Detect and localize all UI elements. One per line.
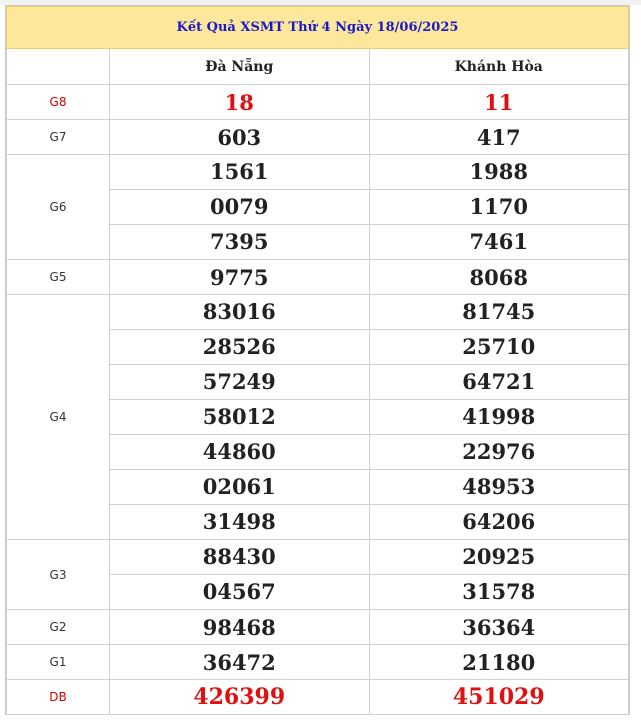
results-body	[7, 85, 629, 715]
prize-row-g6	[7, 155, 629, 260]
prize-number: 81745	[370, 295, 629, 330]
prize-row-g8	[7, 85, 629, 120]
prize-numbers-da-nang: 18	[110, 85, 370, 120]
prize-numbers-khanh-hoa	[369, 295, 629, 540]
prize-row-g1	[7, 645, 629, 680]
prize-number: 20925	[370, 540, 629, 575]
prize-numbers-khanh-hoa: 36364	[369, 610, 629, 645]
title-row	[7, 7, 629, 49]
prize-label: G2	[7, 610, 110, 645]
prize-number: 1170	[370, 190, 629, 225]
prize-numbers-da-nang: 603	[110, 120, 370, 155]
prize-row-g3	[7, 540, 629, 610]
prize-number: 22976	[370, 435, 629, 470]
prize-number: 02061	[110, 470, 369, 505]
prize-number: 7395	[210, 229, 269, 254]
prize-numbers-da-nang	[110, 155, 370, 260]
prize-row-g7	[7, 120, 629, 155]
lottery-results-table	[6, 6, 629, 715]
prize-number: 64206	[462, 509, 536, 534]
prize-label: G4	[7, 295, 110, 540]
prize-label: G8	[7, 85, 110, 120]
prize-number: 04567	[202, 579, 276, 604]
header-row	[7, 49, 629, 85]
prize-label: G6	[7, 155, 110, 260]
prize-number: 1561	[110, 155, 369, 190]
prize-number: 31498	[202, 509, 276, 534]
column-header-da-nang: Đà Nẵng	[110, 49, 370, 85]
prize-numbers-da-nang	[110, 540, 370, 610]
prize-numbers-khanh-hoa	[369, 155, 629, 260]
prize-numbers-da-nang: 9775	[110, 260, 370, 295]
prize-number: 0079	[110, 190, 369, 225]
prize-row-g4	[7, 295, 629, 540]
prize-label: G3	[7, 540, 110, 610]
prize-numbers-khanh-hoa	[369, 540, 629, 610]
prize-numbers-khanh-hoa: 8068	[369, 260, 629, 295]
prize-label: G1	[7, 645, 110, 680]
prize-label: G7	[7, 120, 110, 155]
prize-number: 48953	[370, 470, 629, 505]
prize-numbers-da-nang: 98468	[110, 610, 370, 645]
results-table-frame	[5, 5, 630, 715]
prize-numbers-khanh-hoa: 21180	[369, 645, 629, 680]
prize-number: 7461	[469, 229, 528, 254]
header-empty-cell	[7, 49, 110, 85]
prize-number: 31578	[462, 579, 536, 604]
column-header-khanh-hoa: Khánh Hòa	[369, 49, 629, 85]
prize-number: 57249	[110, 365, 369, 400]
prize-label: DB	[7, 680, 110, 715]
prize-numbers-da-nang	[110, 295, 370, 540]
prize-row-g5	[7, 260, 629, 295]
prize-number: 1988	[370, 155, 629, 190]
prize-number: 25710	[370, 330, 629, 365]
prize-numbers-khanh-hoa: 11	[369, 85, 629, 120]
prize-numbers-khanh-hoa: 451029	[369, 680, 629, 715]
prize-row-db	[7, 680, 629, 715]
prize-numbers-da-nang: 426399	[110, 680, 370, 715]
prize-number: 44860	[110, 435, 369, 470]
prize-numbers-khanh-hoa: 417	[369, 120, 629, 155]
prize-number: 58012	[110, 400, 369, 435]
prize-number: 28526	[110, 330, 369, 365]
prize-numbers-da-nang: 36472	[110, 645, 370, 680]
prize-label: G5	[7, 260, 110, 295]
prize-number: 41998	[370, 400, 629, 435]
prize-row-g2	[7, 610, 629, 645]
prize-number: 64721	[370, 365, 629, 400]
prize-number: 88430	[110, 540, 369, 575]
prize-number: 83016	[110, 295, 369, 330]
table-title: Kết Quả XSMT Thứ 4 Ngày 18/06/2025	[7, 7, 629, 49]
